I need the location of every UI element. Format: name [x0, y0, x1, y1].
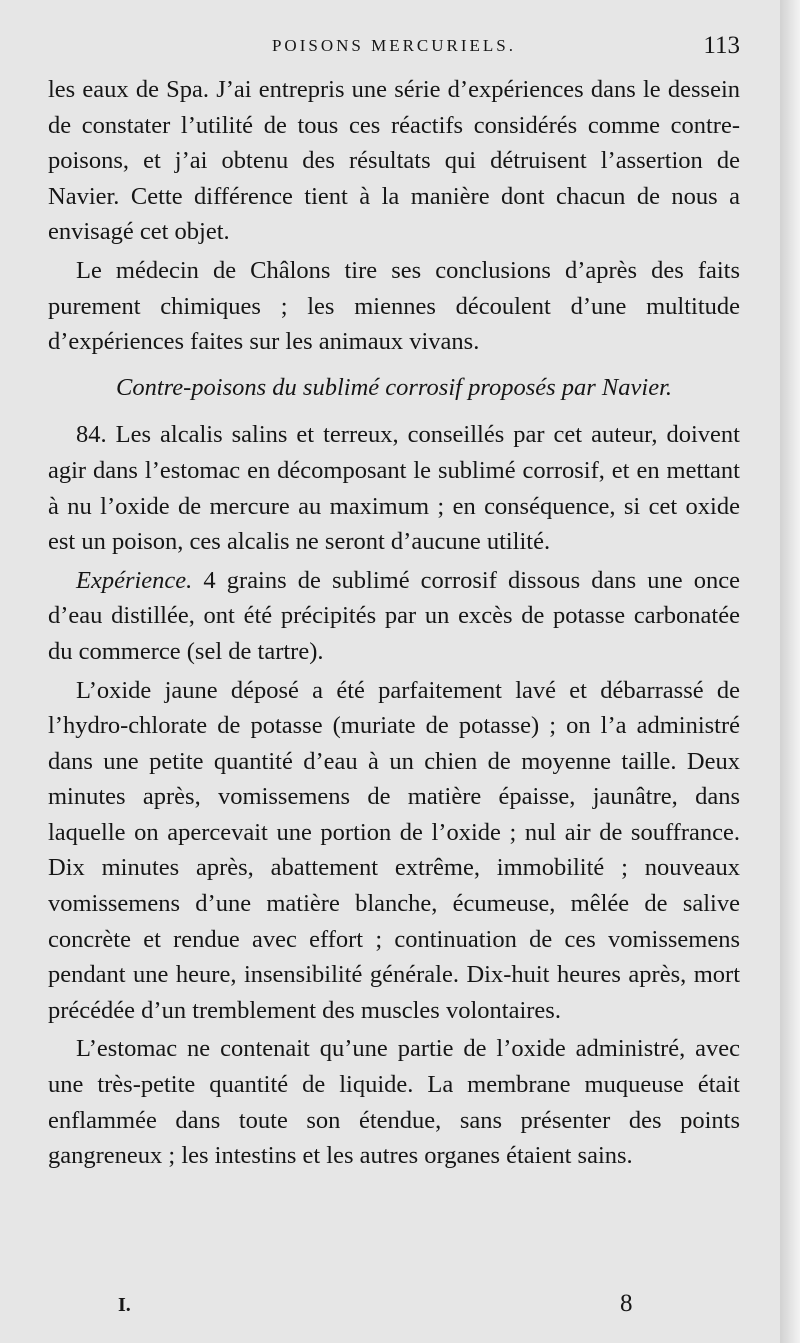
page-footer [118, 1290, 678, 1322]
page-edge [780, 0, 800, 1343]
paragraph-experiment [48, 563, 740, 670]
paragraph-continuation: les eaux de Spa. J’ai entrepris une série d’expériences dans le dessein de constater l’utilité de tous ces réactifs considérés comme contre-poisons, et j’ai obtenu des résultats qui détruisent l’assertion de Navier. Cette différence tient à la manière dont chacun de nous a envisagé cet objet. [48, 76, 740, 246]
experiment-label: Expérience. [76, 566, 193, 594]
paragraph-chalons: Le médecin de Châlons tire ses conclusions d’après des faits purement chimiques ; les miennes découlent d’une multitude d’expériences faites sur les animaux vivans. [48, 256, 740, 356]
paragraph-stomach: L’estomac ne contenait qu’une partie de l’oxide administré, avec une très-petite quantité de liquide. La membrane muqueuse était enflammée dans toute son étendue, sans présenter des points gangreneux ; les intestins et les autres organes étaient sains. [48, 1035, 740, 1170]
signature-mark: I. [118, 1294, 131, 1316]
page-header [48, 32, 740, 62]
sheet-number: 8 [620, 1290, 633, 1317]
section-heading: Contre-poisons du sublimé corrosif proposés par Navier. [115, 373, 673, 401]
running-title: POISONS MERCURIELS. [271, 36, 517, 55]
paragraph-oxide: L’oxide jaune déposé a été parfaitement lavé et débarrassé de l’hydro-chlorate de potasse (muriate de potasse) ; on l’a administré dans une petite quantité d’eau à un chien de moyenne taille. Deux minutes après, vomissemens de matière épaisse, jaunâtre, dans laquelle on apercevait une portion de l’oxide ; nul air de souffrance. Dix minutes après, abattement extrême, immobilité ; nouveaux vomissemens d’une matière blanche, écumeuse, mêlée de salive concrète et rendue avec effort ; continuation de ces vomissemens pendant une heure, insensibilité générale. Dix-huit heures après, mort précédée d’un tremblement des muscles volontaires. [48, 676, 740, 1024]
paragraph-84: 84. Les alcalis salins et terreux, conseillés par cet auteur, doivent agir dans l’estomac en décomposant le sublimé corrosif, et en mettant à nu l’oxide de mercure au maximum ; en conséquence, si cet oxide est un poison, ces alcalis ne seront d’aucune utilité. [48, 421, 740, 556]
experiment-text: 4 grains de sublimé corrosif dissous dans une once d’eau distillée, ont été précipités par un excès de potasse carbonatée du commerce (sel de tartre). [48, 566, 740, 665]
page-number: 113 [703, 32, 740, 59]
body-text [48, 72, 740, 1177]
